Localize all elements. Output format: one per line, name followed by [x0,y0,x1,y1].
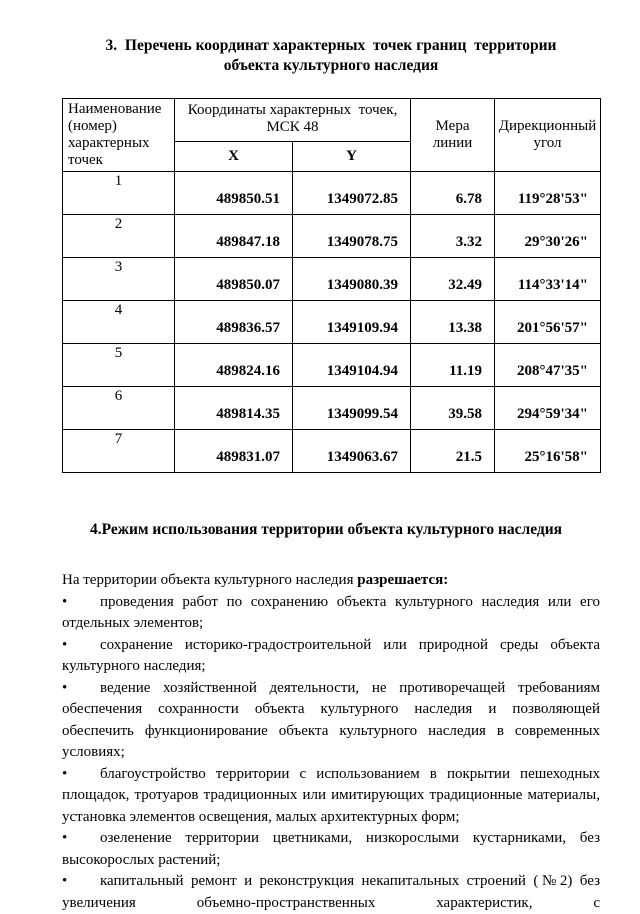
direction-angle: 114°33'14" [495,258,601,301]
bullet-text: сохранение историко-градостроительной или природной среды объекта культурного наследия; [62,637,600,675]
header-x: X [175,142,293,172]
bullet-icon: • [62,828,100,850]
header-point-name: Наименование (номер) характерных точек [63,99,175,172]
intro-paragraph [62,570,600,592]
direction-angle: 119°28'53" [495,172,601,215]
y-coordinate: 1349080.39 [293,258,411,301]
x-coordinate: 489847.18 [175,215,293,258]
line-measure: 3.32 [411,215,495,258]
bullet-item [62,764,600,829]
table-row [63,344,601,387]
bullet-list [62,592,600,914]
table-row [63,215,601,258]
document-title-line1: 3. Перечень координат характерных точек границ территории [62,36,600,56]
intro-text: На территории объекта культурного наследия [62,572,357,588]
bullet-text: проведения работ по сохранению объекта культурного наследия или его отдельных элементов; [62,594,600,632]
point-number: 4 [63,301,175,344]
header-line-measure: Мера линии [411,99,495,172]
line-measure: 11.19 [411,344,495,387]
table-row [63,172,601,215]
y-coordinate: 1349099.54 [293,387,411,430]
direction-angle: 25°16'58" [495,430,601,473]
coordinates-table [62,98,601,473]
table-header-row-1 [63,99,601,142]
bullet-item [62,828,600,871]
line-measure: 21.5 [411,430,495,473]
point-number: 7 [63,430,175,473]
bullet-text: капитальный ремонт и реконструкция некапитальных строений (№2) без увеличения объемно-пространственных характеристик, с [62,873,600,911]
table-body [63,172,601,473]
line-measure: 32.49 [411,258,495,301]
bullet-text: озеленение территории цветниками, низкорослыми кустарниками, без высокорослых растений; [62,830,600,868]
table-row [63,301,601,344]
point-number: 1 [63,172,175,215]
direction-angle: 294°59'34" [495,387,601,430]
bullet-item [62,592,600,635]
bullet-icon: • [62,764,100,786]
point-number: 6 [63,387,175,430]
table-row [63,258,601,301]
header-direction-angle: Дирекционный угол [495,99,601,172]
line-measure: 39.58 [411,387,495,430]
header-coordinates-line2: МСК 48 [177,119,408,136]
direction-angle: 201°56'57" [495,301,601,344]
bullet-icon: • [62,678,100,700]
point-number: 3 [63,258,175,301]
bullet-icon: • [62,871,100,893]
line-measure: 13.38 [411,301,495,344]
x-coordinate: 489814.35 [175,387,293,430]
document-title [62,36,600,76]
y-coordinate: 1349109.94 [293,301,411,344]
intro-bold-word: разрешается: [357,572,448,588]
point-number: 2 [63,215,175,258]
document-title-line2: объекта культурного наследия [62,56,600,76]
table-row [63,430,601,473]
section-4-heading: 4.Режим использования территории объекта культурного наследия [90,519,600,540]
y-coordinate: 1349063.67 [293,430,411,473]
y-coordinate: 1349104.94 [293,344,411,387]
header-coordinates-line1: Координаты характерных точек, [177,102,408,119]
bullet-text: благоустройство территории с использованием в покрытии пешеходных площадок, тротуаров традиционных или имитирующих традиционные материалы, установка элементов освещения, малых архитектурных форм; [62,766,600,825]
bullet-item [62,871,600,914]
y-coordinate: 1349072.85 [293,172,411,215]
direction-angle: 208°47'35" [495,344,601,387]
line-measure: 6.78 [411,172,495,215]
direction-angle: 29°30'26" [495,215,601,258]
x-coordinate: 489824.16 [175,344,293,387]
bullet-item [62,678,600,764]
bullet-item [62,635,600,678]
x-coordinate: 489831.07 [175,430,293,473]
point-number: 5 [63,344,175,387]
table-row [63,387,601,430]
section-4-body [62,570,600,914]
y-coordinate: 1349078.75 [293,215,411,258]
header-y: Y [293,142,411,172]
x-coordinate: 489836.57 [175,301,293,344]
x-coordinate: 489850.51 [175,172,293,215]
bullet-icon: • [62,592,100,614]
bullet-icon: • [62,635,100,657]
header-coordinates [175,99,411,142]
x-coordinate: 489850.07 [175,258,293,301]
bullet-text: ведение хозяйственной деятельности, не противоречащей требованиям обеспечения сохранности объекта культурного наследия и позволяющей обеспечить функционирование объекта культурного наследия в современных условиях; [62,680,600,761]
